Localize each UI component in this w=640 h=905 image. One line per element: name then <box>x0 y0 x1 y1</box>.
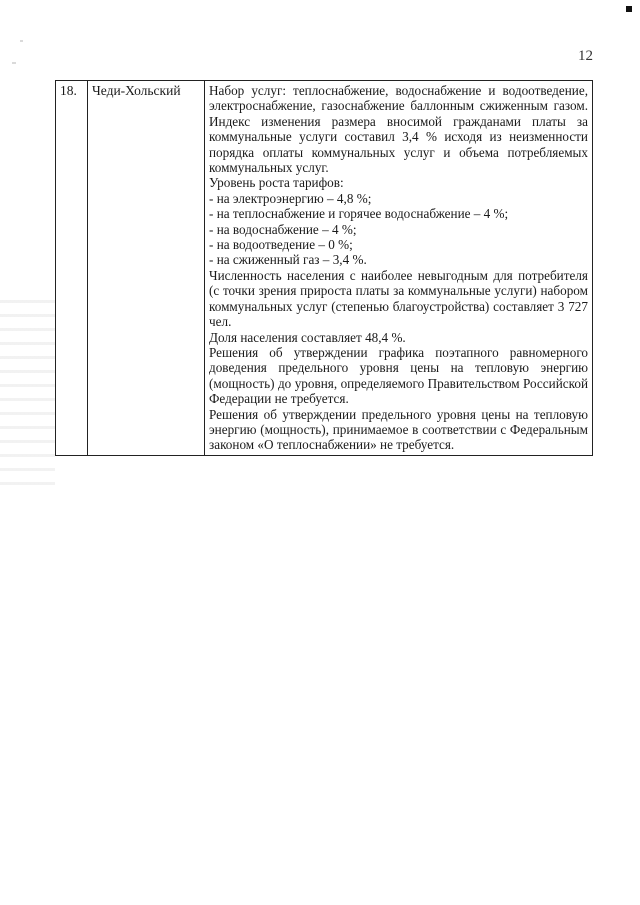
description-paragraph: Численность населения с наиболее невыгодным для потребителя (с точки зрения прироста платы за коммунальные услуги) набором коммунальных услуг (степенью благоустройства) составляет 3 727 чел. <box>209 267 588 330</box>
tariff-table <box>55 80 593 456</box>
description-paragraph: Доля населения составляет 48,4 %. <box>209 329 406 345</box>
description-paragraph: Решения об утверждении графика поэтапного равномерного доведения предельного уровня цены на тепловую энергию (мощность) до уровня, определяемого Правительством Российской Федерации не требуется. <box>209 344 588 407</box>
description-paragraph: - на сжиженный газ – 3,4 %. <box>209 252 367 268</box>
description-paragraph: - на водоотведение – 0 %; <box>209 237 353 253</box>
description-paragraph: Уровень роста тарифов: <box>209 175 344 191</box>
table-row <box>56 81 593 456</box>
scan-speck <box>20 40 23 42</box>
description-paragraph: - на электроэнергию – 4,8 %; <box>209 190 372 206</box>
description-paragraph: Набор услуг: теплоснабжение, водоснабжение и водоотведение, электроснабжение, газоснабжение баллонным сжиженным газом. Индекс изменения размера вносимой гражданами платы за коммунальные услуги составил 3,4 % исходя из неизменности порядка оплаты коммунальных услуг и объема потребляемых коммунальных услуг. <box>209 83 588 176</box>
description-paragraph: Решения об утверждении предельного уровня цены на тепловую энергию (мощность), принимаемое в соответствии с Федеральным законом «О теплоснабжении» не требуется. <box>209 406 588 453</box>
description-paragraph: - на водоснабжение – 4 %; <box>209 221 357 237</box>
district-name: Чеди-Хольский <box>88 81 205 456</box>
bleed-through-text <box>0 300 55 490</box>
page-number: 12 <box>578 48 593 64</box>
scan-corner-mark <box>626 6 632 12</box>
row-number: 18. <box>56 81 88 456</box>
description-paragraph: - на теплоснабжение и горячее водоснабжение – 4 %; <box>209 206 509 222</box>
scan-speck <box>12 62 16 64</box>
tariff-description <box>205 81 593 456</box>
